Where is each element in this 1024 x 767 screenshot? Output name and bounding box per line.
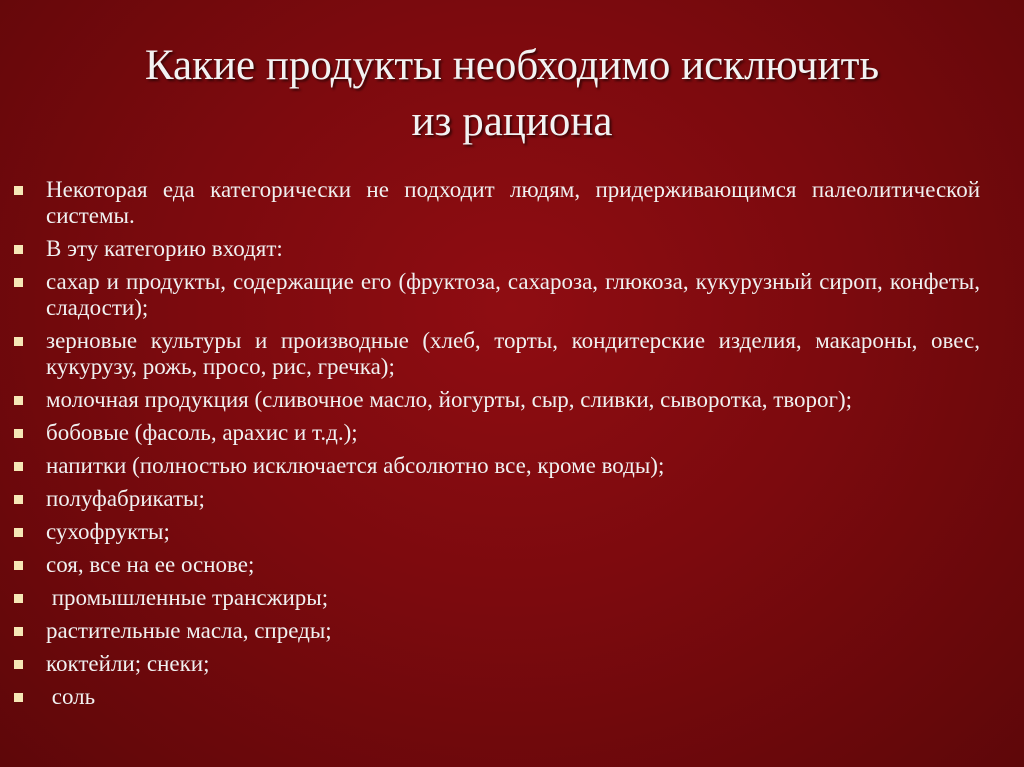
bullet-text: коктейли; снеки; bbox=[46, 651, 210, 676]
bullet-text: В эту категорию входят: bbox=[46, 236, 283, 261]
bullet-text: соя, все на ее основе; bbox=[46, 552, 255, 577]
bullet-text: молочная продукция (сливочное масло, йогурты, сыр, сливки, сыворотка, творог); bbox=[46, 387, 853, 412]
square-bullet-icon bbox=[14, 594, 23, 603]
square-bullet-icon bbox=[14, 278, 23, 287]
square-bullet-icon bbox=[14, 495, 23, 504]
bullet-text: бобовые (фасоль, арахис и т.д.); bbox=[46, 420, 358, 445]
square-bullet-icon bbox=[14, 627, 23, 636]
bullet-item bbox=[14, 387, 980, 413]
bullet-text: напитки (полностью исключается абсолютно все, кроме воды); bbox=[46, 453, 665, 478]
bullet-item bbox=[14, 328, 980, 380]
square-bullet-icon bbox=[14, 561, 23, 570]
bullet-text: соль bbox=[46, 684, 96, 709]
square-bullet-icon bbox=[14, 186, 23, 195]
bullet-item bbox=[14, 684, 980, 710]
square-bullet-icon bbox=[14, 660, 23, 669]
bullet-text: Некоторая еда категорически не подходит людям, придерживающимся палеолитической системы. bbox=[46, 177, 980, 228]
bullet-item bbox=[14, 236, 980, 262]
bullet-text: сухофрукты; bbox=[46, 519, 170, 544]
bullet-item bbox=[14, 453, 980, 479]
bullet-item bbox=[14, 177, 980, 229]
bullet-item bbox=[14, 519, 980, 545]
bullet-item bbox=[14, 618, 980, 644]
bullet-text: растительные масла, спреды; bbox=[46, 618, 332, 643]
square-bullet-icon bbox=[14, 528, 23, 537]
square-bullet-icon bbox=[14, 337, 23, 346]
bullet-text: полуфабрикаты; bbox=[46, 486, 205, 511]
bullet-text: зерновые культуры и производные (хлеб, торты, кондитерские изделия, макароны, овес, кукурузу, рожь, просо, рис, гречка); bbox=[46, 328, 980, 379]
bullet-list bbox=[14, 177, 980, 717]
bullet-text: промышленные трансжиры; bbox=[46, 585, 329, 610]
square-bullet-icon bbox=[14, 693, 23, 702]
square-bullet-icon bbox=[14, 429, 23, 438]
title-line-1: Какие продукты необходимо исключить bbox=[144, 42, 880, 89]
bullet-item bbox=[14, 552, 980, 578]
title-line-2: из рациона bbox=[411, 98, 613, 145]
bullet-item bbox=[14, 651, 980, 677]
bullet-text: сахар и продукты, содержащие его (фруктоза, сахароза, глюкоза, кукурузный сироп, конфеты, сладости); bbox=[46, 269, 980, 320]
bullet-item bbox=[14, 420, 980, 446]
bullet-item bbox=[14, 486, 980, 512]
square-bullet-icon bbox=[14, 245, 23, 254]
bullet-item bbox=[14, 269, 980, 321]
square-bullet-icon bbox=[14, 396, 23, 405]
square-bullet-icon bbox=[14, 462, 23, 471]
slide-title bbox=[40, 38, 984, 150]
bullet-item bbox=[14, 585, 980, 611]
